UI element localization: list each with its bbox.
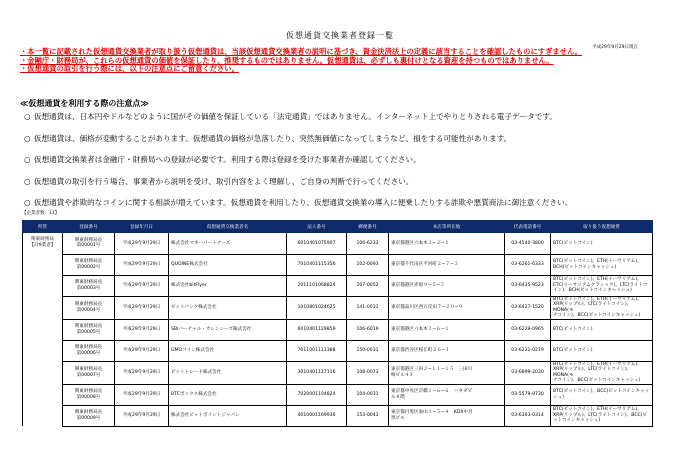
table-row (23, 319, 653, 340)
registration-number-cell: 関東財務局長 第00009号 (63, 405, 115, 426)
currencies-cell: BTC(ビットコイン)、ETH(イーサリアム)、 XRP(リップル)、LTC(ライトコイン)、MONA(モ ナコイン)、BCC(ビットコインキャッシュ) (551, 296, 653, 319)
table-row (23, 405, 653, 426)
address-cell: 東京都渋谷区桜丘町２６−１ (389, 340, 505, 361)
registration-number-cell: 関東財務局長 第00006号 (63, 340, 115, 361)
company-name-cell: 株式会社ビットポイントジャパン (169, 405, 287, 426)
company-name-cell: 株式会社マネーパートナーズ (169, 233, 287, 255)
corporate-number-cell: 1010801024625 (287, 296, 347, 319)
address-cell: 東京都品川区西五反田７−２０−９ (389, 296, 505, 319)
postal-code-cell: 107-0052 (347, 275, 389, 296)
currencies-cell: BTC(ビットコイン)、ETH(イーサリアム)、 BCH(ビットコインキャッシュ) (551, 254, 653, 275)
bureau-cell (23, 405, 63, 426)
column-header: 法人番号 (287, 221, 347, 233)
caution-list (24, 111, 664, 219)
caution-text: 仮想通貨の取引を行う場合、事業者から説明を受け、取引内容をよく理解し、ご自身の判断で行ってください。 (34, 176, 414, 186)
circle-bullet-icon: ○ (24, 198, 31, 207)
caution-item (24, 176, 664, 198)
address-cell: 東京都港区六本木１−６−１ (389, 319, 505, 340)
registration-date-cell: 平成29年9月29日 (115, 233, 169, 255)
table-row (23, 233, 653, 255)
corporate-number-cell: 7020001104824 (287, 384, 347, 405)
as-of-date: 平成29年9月29日現在 (592, 45, 638, 50)
corporate-number-cell: 6010401075907 (287, 233, 347, 255)
registration-date-cell: 平成29年9月29日 (115, 405, 169, 426)
notice-block (20, 48, 650, 74)
bureau-cell (23, 296, 63, 319)
postal-code-cell: 108-0073 (347, 361, 389, 384)
company-name-cell: ビットトレード株式会社 (169, 361, 287, 384)
caution-item (24, 133, 664, 155)
registration-number-cell: 関東財務局長 第00005号 (63, 319, 115, 340)
caution-item (24, 154, 664, 176)
phone-cell: 03-6435-9523 (505, 275, 551, 296)
column-header: 登録番号 (63, 221, 115, 233)
company-name-cell: BTCボックス株式会社 (169, 384, 287, 405)
currencies-cell: BTC(ビットコイン) (551, 319, 653, 340)
column-header: 取り扱う仮想通貨 (551, 221, 653, 233)
registration-number-cell: 関東財務局長 第00004号 (63, 296, 115, 319)
circle-bullet-icon: ○ (24, 155, 31, 164)
currencies-cell: BTC(ビットコイン)、BCC(ビットコインキャッ シュ) (551, 384, 653, 405)
caution-text: 仮想通貨は、日本円やドルなどのように国がその価値を保証している「法定通貨」ではありません。インターネット上でやりとりされる電子データです。 (34, 112, 557, 121)
bureau-cell (23, 275, 63, 296)
registration-date-cell: 平成29年9月29日 (115, 340, 169, 361)
postal-code-cell: 153-0043 (347, 405, 389, 426)
postal-code-cell: 104-0031 (347, 384, 389, 405)
currencies-cell: BTC(ビットコイン) (551, 340, 653, 361)
registration-date-cell: 平成29年9月29日 (115, 361, 169, 384)
company-count: 【企業者数：11】 (22, 211, 60, 216)
address-cell: 東京都中央区京橋１−６−６ ハタダビ ル８階 (389, 384, 505, 405)
currencies-cell: BTC(ビットコイン) (551, 233, 653, 255)
bureau-cell: 関東財務局 【計9業者】 (23, 233, 63, 255)
postal-code-cell: 141-0031 (347, 296, 389, 319)
table-row (23, 275, 653, 296)
circle-bullet-icon: ○ (24, 176, 31, 186)
column-header: 登録年月日 (115, 221, 169, 233)
registration-date-cell: 平成29年9月29日 (115, 275, 169, 296)
registration-number-cell: 関東財務局長 第00008号 (63, 384, 115, 405)
registration-date-cell: 平成29年9月29日 (115, 319, 169, 340)
registration-number-cell: 関東財務局長 第00001号 (63, 233, 115, 255)
section-heading: ≪仮想通貨を利用する際の注意点≫ (20, 99, 149, 108)
column-header: 郵便番号 (347, 221, 389, 233)
address-cell: 東京都千代田区平河町２−７−３ (389, 254, 505, 275)
circle-bullet-icon: ○ (24, 112, 31, 121)
company-name-cell: QUOINE株式会社 (169, 254, 287, 275)
phone-cell: 03-6899-2030 (505, 361, 551, 384)
corporate-number-cell: 3010401127116 (287, 361, 347, 384)
registry-table (22, 220, 653, 427)
corporate-number-cell: 4010001169930 (287, 405, 347, 426)
postal-code-cell: 150-0031 (347, 340, 389, 361)
bureau-cell (23, 254, 63, 275)
phone-cell: 03-6261-6333 (505, 254, 551, 275)
address-cell: 東京都目黒区東山１−５−４ KDX中目 黒ビル (389, 405, 505, 426)
address-cell: 東京都港区六本木３−２−１ (389, 233, 505, 255)
registration-date-cell: 平成29年9月29日 (115, 254, 169, 275)
column-header: 代表電話番号 (505, 221, 551, 233)
caution-item (24, 111, 664, 133)
phone-cell: 03-6229-0965 (505, 319, 551, 340)
registration-date-cell: 平成29年9月29日 (115, 296, 169, 319)
circle-bullet-icon: ○ (24, 133, 31, 143)
corporate-number-cell: 2011101068824 (287, 275, 347, 296)
table-row (23, 361, 653, 384)
phone-cell: 03-5579-9730 (505, 384, 551, 405)
table-row (23, 296, 653, 319)
postal-code-cell: 102-0093 (347, 254, 389, 275)
bureau-cell (23, 319, 63, 340)
phone-cell: 03-6221-0219 (505, 340, 551, 361)
phone-cell: 03-4540-3800 (505, 233, 551, 255)
corporate-number-cell: 7011001111388 (287, 340, 347, 361)
address-cell: 東京都港区三田２−１１−１５ 三田川 崎ビル４Ｆ (389, 361, 505, 384)
column-header: 本店等所在地 (389, 221, 505, 233)
registration-number-cell: 関東財務局長 第00007号 (63, 361, 115, 384)
company-name-cell: 株式会社bitFlyer (169, 275, 287, 296)
caution-item (24, 197, 664, 219)
company-name-cell: SBIバーチャル・カレンシーズ株式会社 (169, 319, 287, 340)
currencies-cell: BTC(ビットコイン)、ETH(イーサリアム)、 ETC(イーサリアムクラシック)、LTC(ライトコ イン)、BCH(ビットコインキャッシュ) (551, 275, 653, 296)
currencies-cell: BTC(ビットコイン)、ETH(イーサリアム)、 XRP(リップル)、LTC(ライトコイン)、MONA(モ ナコイン)、BCC(ビットコインキャッシュ) (551, 361, 653, 384)
address-cell: 東京都港区赤坂９−５−５ (389, 275, 505, 296)
registration-number-cell: 関東財務局長 第00003号 (63, 275, 115, 296)
registration-date-cell: 平成29年9月29日 (115, 384, 169, 405)
column-header: 仮想通貨交換業者名 (169, 221, 287, 233)
caution-text: 仮想通貨交換業者は金融庁・財務局への登録が必要です。利用する際は登録を受けた事業者か確認してください。 (34, 155, 421, 164)
table-row (23, 384, 653, 405)
bureau-cell (23, 384, 63, 405)
page-title: 仮想通貨交換業者登録一覧 (286, 31, 394, 40)
caution-text: 仮想通貨や詐欺的なコインに関する相談が増えています。仮想通貨を利用したり、仮想通貨交換業の導入に便乗したりする詐欺や悪質商法に御注意ください。 (34, 198, 573, 207)
registration-number-cell: 関東財務局長 第00002号 (63, 254, 115, 275)
postal-code-cell: 106-6019 (347, 319, 389, 340)
postal-code-cell: 106-6233 (347, 233, 389, 255)
company-name-cell: ビットバンク株式会社 (169, 296, 287, 319)
table-header-row (23, 221, 653, 233)
table-row (23, 254, 653, 275)
currencies-cell: BTC(ビットコイン)、ETH(イーサリアム)、 XRP(リップル)、LTC(ライトコイン)、BCC(ビ ットコインキャッシュ) (551, 405, 653, 426)
table-row (23, 340, 653, 361)
company-name-cell: GMOコイン株式会社 (169, 340, 287, 361)
notice-line: ・仮想通貨の取引を行う際には、以下の注意点にご留意ください。 (20, 64, 239, 74)
notice-line: ・本一覧に記載された仮想通貨交換業者が取り扱う仮想通貨は、当該仮想通貨交換業者の説明に基づき、資金決済法上の定義に該当することを確認したものにすぎません。 (20, 47, 582, 56)
corporate-number-cell: 7010401115356 (287, 254, 347, 275)
bureau-cell (23, 361, 63, 384)
caution-text: 仮想通貨は、価格が変動することがあります。仮想通貨の価格が急落したり、突然無価値になってしまうなど、損をする可能性があります。 (34, 133, 512, 143)
notice-line: ・金融庁・財務局が、これらの仮想通貨の価値を保証したり、推奨するものではありません。仮想通貨は、必ずしも裏付けとなる資産を持つものではありません。 (20, 55, 554, 65)
column-header: 所管 (23, 221, 63, 233)
phone-cell: 03-6303-0314 (505, 405, 551, 426)
bureau-cell (23, 340, 63, 361)
corporate-number-cell: 6010401129859 (287, 319, 347, 340)
phone-cell: 03-6427-1520 (505, 296, 551, 319)
